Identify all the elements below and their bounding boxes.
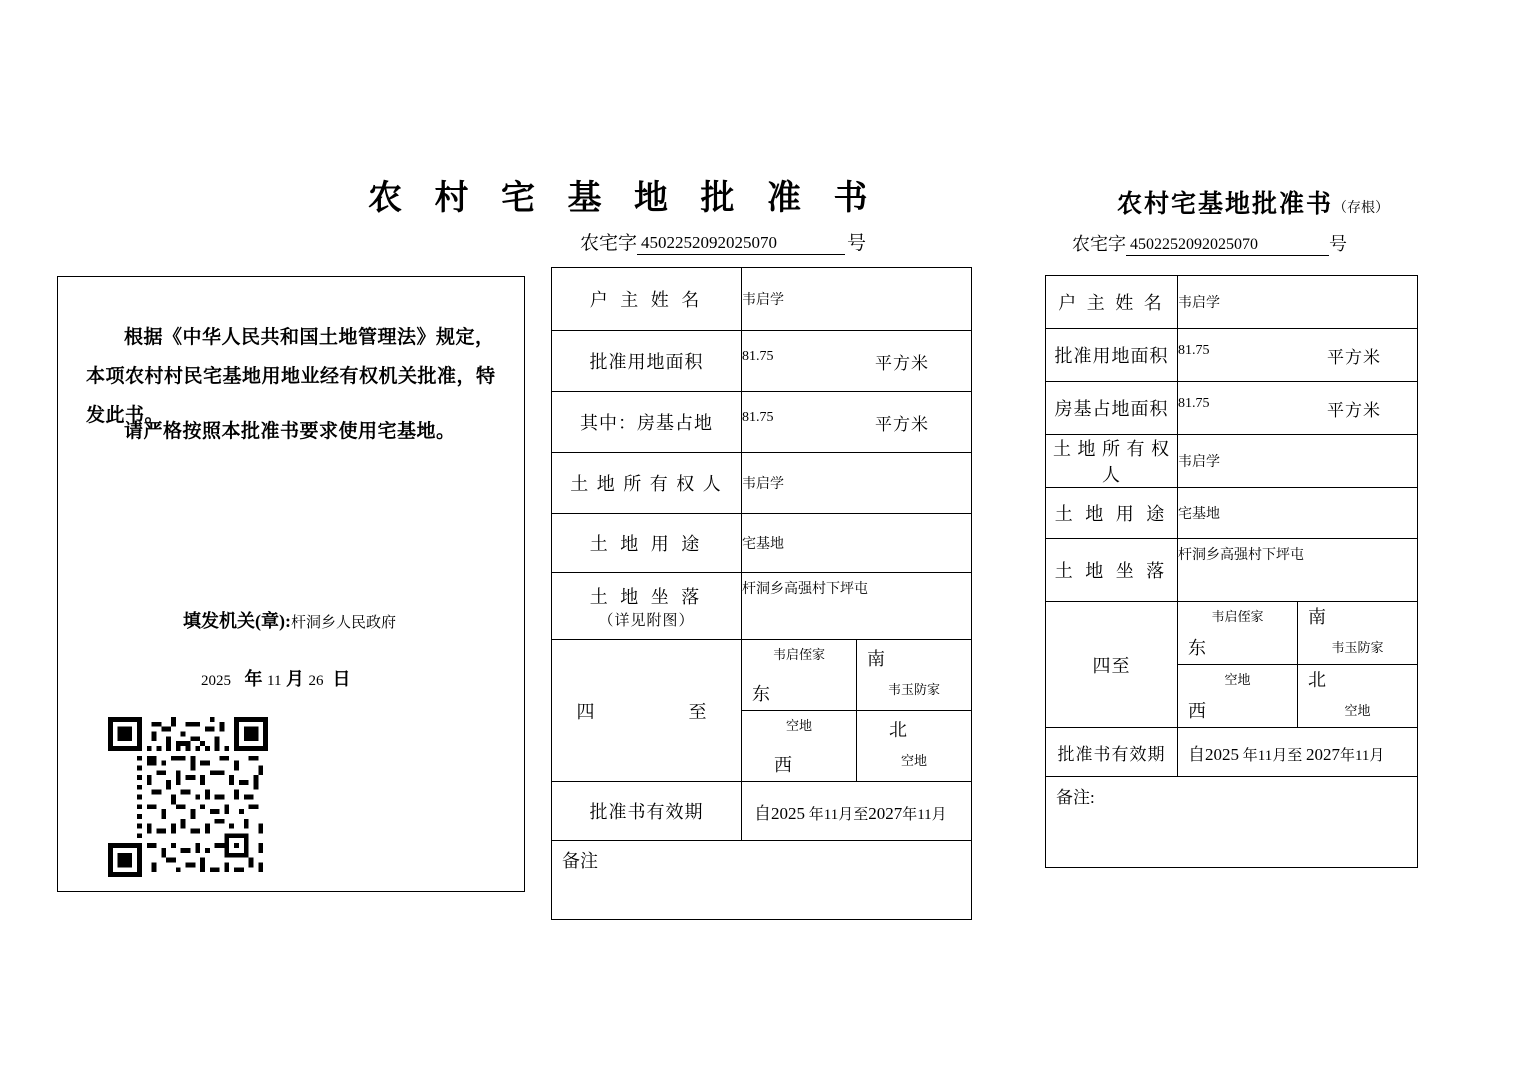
issue-date-month: 11 (267, 673, 282, 689)
main-number-value: 4502252092025070 (637, 234, 845, 255)
main-number-label: 农宅字 (580, 233, 638, 254)
stub-house-area-unit: 平方米 (1327, 400, 1381, 420)
location-label-sub: （详见附图） (598, 612, 695, 629)
stub-boundary-west-dir: 西 (1188, 701, 1206, 721)
table-row (552, 782, 972, 841)
stub-remark-label: 备注: (1046, 777, 1418, 868)
stub-house-area-cell (1178, 382, 1418, 435)
stub-boundary-north-cell (1298, 665, 1418, 728)
stub-land-use-value: 宅基地 (1178, 488, 1418, 539)
stub-title (1117, 184, 1389, 220)
boundary-west-tag: 空地 (785, 718, 812, 733)
stub-boundary-east-cell (1178, 602, 1298, 665)
table-row (1046, 435, 1418, 488)
stub-owner-value: 韦启学 (1178, 276, 1418, 329)
stub-location-value: 杆洞乡高强村下坪屯 (1178, 539, 1418, 602)
stub-location-label: 土 地 坐 落 (1046, 539, 1178, 602)
stub-land-owner-label: 土 地 所 有 权 人 (1046, 435, 1178, 488)
table-row (1046, 777, 1418, 868)
main-number-line (580, 228, 866, 255)
validity-mid-2: 年11月 (902, 806, 947, 823)
issuing-organization (183, 607, 396, 633)
stub-number-line (1072, 230, 1347, 256)
stub-approved-area-label: 批准用地面积 (1046, 329, 1178, 382)
statement-box (57, 276, 525, 892)
stub-owner-label: 户 主 姓 名 (1046, 276, 1178, 329)
table-row (552, 392, 972, 453)
issue-date-day-label: 日 (332, 669, 351, 689)
validity-prefix: 自 (754, 803, 771, 823)
boundary-north-dir: 北 (889, 720, 907, 740)
main-number-suffix: 号 (847, 233, 867, 254)
issue-date-day: 26 (308, 673, 324, 689)
issue-date-year-label: 年 (244, 669, 263, 689)
boundary-west-cell (742, 711, 857, 782)
stub-boundary-south-tag: 韦玉防家 (1331, 640, 1384, 655)
stub-land-use-label: 土 地 用 途 (1046, 488, 1178, 539)
location-label (552, 573, 742, 640)
issue-date-year: 2025 (201, 673, 231, 689)
main-title: 农 村 宅 基 地 批 准 书 (368, 180, 880, 217)
owner-label: 户 主 姓 名 (552, 268, 742, 331)
qr-code (108, 717, 268, 877)
stub-land-owner-value: 韦启学 (1178, 435, 1418, 488)
stub-house-area-label: 房基占地面积 (1046, 382, 1178, 435)
boundary-north-tag: 空地 (900, 753, 927, 768)
table-row (552, 841, 972, 920)
stub-boundary-south-cell (1298, 602, 1418, 665)
remark-label: 备注 (552, 841, 972, 920)
stub-validity-to-year: 2027 (1305, 744, 1340, 764)
table-row (552, 573, 972, 640)
stub-title-suffix: （存根） (1333, 201, 1390, 216)
approved-area-unit: 平方米 (875, 353, 929, 373)
issue-date-month-label: 月 (285, 669, 304, 689)
location-value: 杆洞乡高强村下坪屯 (742, 573, 972, 640)
stub-approved-area-unit: 平方米 (1327, 347, 1381, 367)
statement-paragraph-2: 请严格按照本批准书要求使用宅基地。 (124, 421, 456, 442)
boundary-east-dir: 东 (752, 684, 770, 704)
stub-title-text: 农村宅基地批准书 (1117, 191, 1334, 218)
stub-validity-label: 批准书有效期 (1046, 728, 1178, 777)
approved-area-value: 81.75 (742, 348, 774, 364)
validity-label: 批准书有效期 (552, 782, 742, 841)
land-owner-value: 韦启学 (742, 453, 972, 514)
table-row (552, 268, 972, 331)
house-area-unit: 平方米 (875, 414, 929, 434)
table-row (552, 331, 972, 392)
validity-from-year: 2025 (771, 803, 805, 823)
location-label-main: 土 地 坐 落 (589, 586, 704, 607)
stub-validity-value (1178, 728, 1418, 777)
approved-area-label: 批准用地面积 (552, 331, 742, 392)
boundary-east-tag: 韦启侄家 (772, 647, 825, 662)
stub-boundary-east-dir: 东 (1188, 638, 1206, 658)
stub-validity-from-year: 2025 (1205, 744, 1239, 764)
table-row (1046, 488, 1418, 539)
house-area-label: 其中：房基占地 (552, 392, 742, 453)
table-row (552, 640, 972, 711)
stub-number-label: 农宅字 (1072, 234, 1126, 254)
table-row (1046, 728, 1418, 777)
table-row (1046, 382, 1418, 435)
house-area-cell (742, 392, 972, 453)
main-info-table (551, 267, 972, 920)
stub-validity-mid-1: 年11月至 (1242, 747, 1303, 764)
table-row (1046, 539, 1418, 602)
boundary-north-cell (857, 711, 972, 782)
validity-mid-1: 年11月至 (808, 806, 869, 823)
stub-number-value: 4502252092025070 (1126, 236, 1329, 256)
validity-value (742, 782, 972, 841)
stub-house-area-value: 81.75 (1178, 395, 1210, 411)
stub-approved-area-cell (1178, 329, 1418, 382)
stub-number-suffix: 号 (1329, 234, 1347, 254)
land-owner-label: 土 地 所 有 权 人 (552, 453, 742, 514)
table-row (552, 453, 972, 514)
stub-info-table (1045, 275, 1418, 868)
table-row (1046, 602, 1418, 665)
stub-boundary-east-tag: 韦启侄家 (1211, 609, 1264, 624)
issuing-organization-value: 杆洞乡人民政府 (290, 615, 396, 631)
boundary-west-dir: 西 (774, 755, 792, 775)
boundary-south-tag: 韦玉防家 (887, 682, 940, 697)
stub-boundary-west-cell (1178, 665, 1298, 728)
issue-date (201, 665, 350, 691)
stub-boundary-north-tag: 空地 (1344, 703, 1371, 718)
stub-boundary-label: 四至 (1046, 602, 1178, 728)
table-row (1046, 329, 1418, 382)
stub-boundary-west-tag: 空地 (1224, 672, 1251, 687)
stub-boundary-south-dir: 南 (1308, 607, 1326, 627)
table-row (552, 514, 972, 573)
stub-boundary-north-dir: 北 (1308, 670, 1326, 690)
approved-area-cell (742, 331, 972, 392)
boundary-south-cell (857, 640, 972, 711)
land-use-value: 宅基地 (742, 514, 972, 573)
boundary-label: 四 至 (552, 640, 742, 782)
stub-validity-prefix: 自 (1188, 744, 1205, 764)
house-area-value: 81.75 (742, 409, 774, 425)
land-use-label: 土 地 用 途 (552, 514, 742, 573)
validity-to-year: 2027 (868, 803, 903, 823)
table-row (1046, 276, 1418, 329)
issuing-organization-label: 填发机关(章): (183, 611, 291, 631)
stub-validity-mid-2: 年11月 (1339, 747, 1385, 764)
boundary-east-cell (742, 640, 857, 711)
owner-value: 韦启学 (742, 268, 972, 331)
statement-paragraph-1: 根据《中华人民共和国土地管理法》规定，本项农村村民宅基地用地业经有权机关批准，特发此书。 (86, 327, 496, 426)
boundary-south-dir: 南 (867, 649, 885, 669)
stub-approved-area-value: 81.75 (1178, 342, 1210, 358)
